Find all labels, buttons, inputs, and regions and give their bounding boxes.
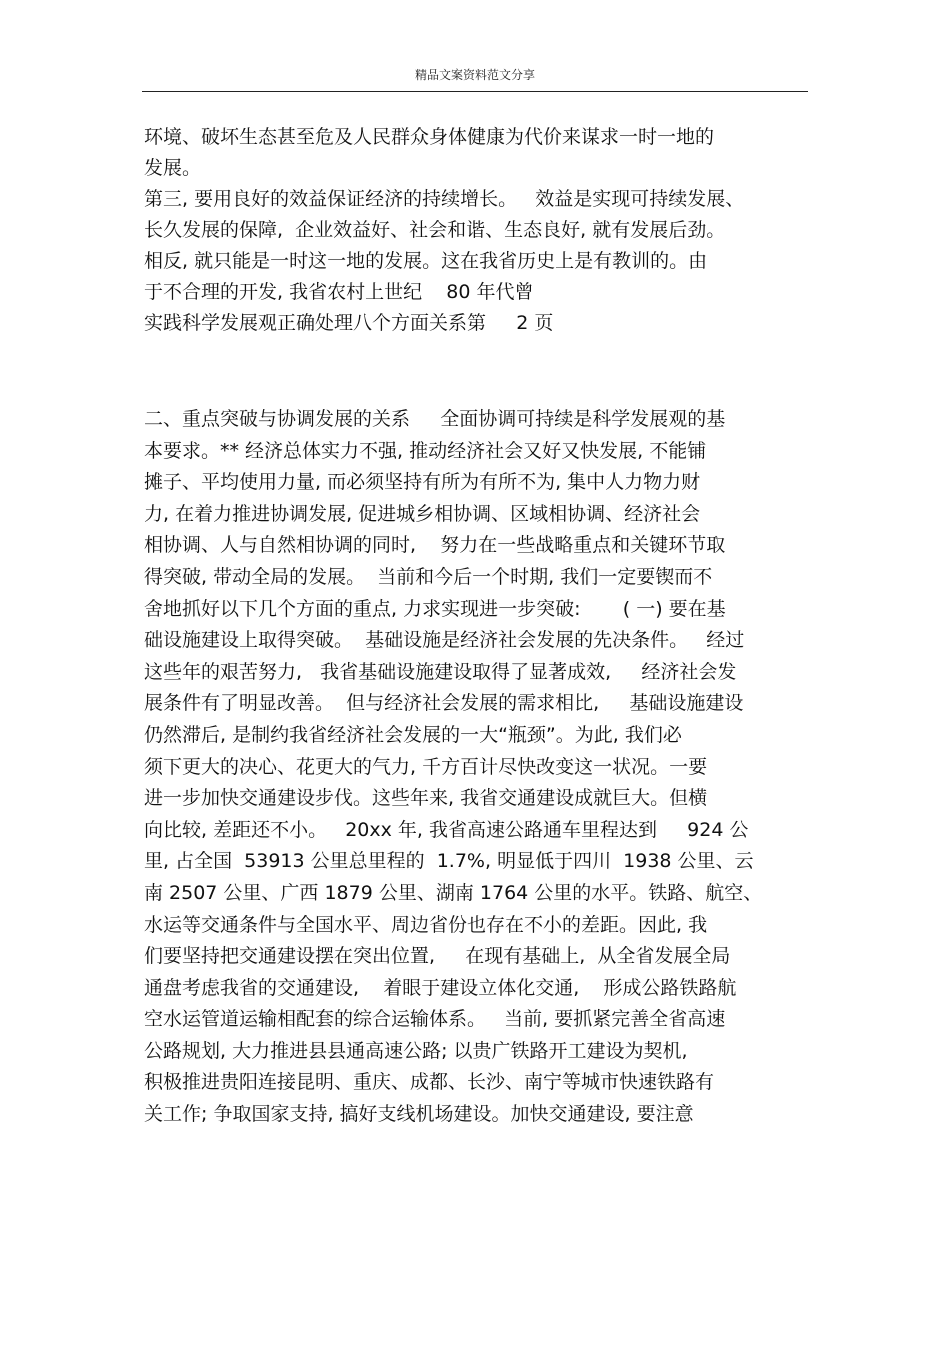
text-line: 仍然滞后, 是制约我省经济社会发展的一大“瓶颈”。为此, 我们必 — [144, 723, 682, 746]
text-line: 于不合理的开发, 我省农村上世纪 80 年代曾 — [144, 281, 534, 303]
text-line: 发展。 — [144, 157, 202, 179]
text-line: 环境、破坏生态甚至危及人民群众身体健康为代价来谋求一时一地的 — [144, 126, 715, 148]
text-line: 关工作; 争取国家支持, 搞好支线机场建设。加快交通建设, 要注意 — [144, 1103, 694, 1126]
text-line: 力, 在着力推进协调发展, 促进城乡相协调、区域相协调、经济社会 — [144, 502, 701, 525]
text-line: 积极推进贵阳连接昆明、重庆、成都、长沙、南宁等城市快速铁路有 — [144, 1071, 715, 1094]
text-line: 展条件有了明显改善。 但与经济社会发展的需求相比, 基础设施建设 — [144, 692, 744, 715]
text-line: 向比较, 差距还不小。 20xx 年, 我省高速公路通车里程达到 924 公 — [144, 818, 749, 841]
text-line: 这些年的艰苦努力, 我省基础设施建设取得了显著成效, 经济社会发 — [144, 660, 737, 683]
text-line: 里, 占全国 53913 公里总里程的 1.7%, 明显低于四川 1938 公里、云 — [144, 850, 754, 873]
text-line: 第三, 要用良好的效益保证经济的持续增长。 效益是实现可持续发展、 — [144, 188, 745, 210]
text-line: 得突破, 带动全局的发展。 当前和今后一个时期, 我们一定要锲而不 — [144, 565, 713, 588]
text-line: 相反, 就只能是一时这一地的发展。这在我省历史上是有教训的。由 — [144, 250, 708, 272]
text-line: 水运等交通条件与全国水平、周边省份也存在不小的差距。因此, 我 — [144, 913, 708, 936]
page-header: 精品文案资料范文分享 — [414, 68, 535, 82]
text-line: 南 2507 公里、广西 1879 公里、湖南 1764 公里的水平。铁路、航空、 — [144, 881, 763, 904]
text-line: 公路规划, 大力推进县县通高速公路; 以贵广铁路开工建设为契机, — [144, 1039, 688, 1062]
text-line: 摊子、平均使用力量, 而必须坚持有所为有所不为, 集中人力物力财 — [144, 471, 701, 494]
text-line: 通盘考虑我省的交通建设, 着眼于建设立体化交通, 形成公路铁路航 — [144, 976, 737, 999]
text-line: 们要坚持把交通建设摆在突出位置, 在现有基础上, 从全省发展全局 — [144, 945, 731, 968]
section-heading-line: 二、重点突破与协调发展的关系 全面协调可持续是科学发展观的基 — [144, 408, 726, 430]
text-line: 相协调、人与自然相协调的同时, 努力在一些战略重点和关键环节取 — [144, 534, 726, 557]
text-line: 空水运管道运输相配套的综合运输体系。 当前, 要抓紧完善全省高速 — [144, 1008, 726, 1031]
text-line: 础设施建设上取得突破。 基础设施是经济社会发展的先决条件。 经过 — [144, 629, 745, 652]
text-line: 长久发展的保障, 企业效益好、社会和谐、生态良好, 就有发展后劲。 — [144, 219, 726, 241]
page-reference-line: 实践科学发展观正确处理八个方面关系第 2 页 — [144, 312, 554, 334]
text-line: 本要求。** 经济总体实力不强, 推动经济社会又好又快发展, 不能铺 — [144, 439, 707, 462]
header-rule — [142, 91, 808, 92]
section-2 — [144, 404, 824, 1131]
text-line: 舍地抓好以下几个方面的重点, 力求实现进一步突破: ( 一) 要在基 — [144, 597, 726, 620]
text-line: 进一步加快交通建设步伐。这些年来, 我省交通建设成就巨大。但横 — [144, 787, 708, 810]
section-1 — [144, 122, 824, 339]
text-line: 须下更大的决心、花更大的气力, 千方百计尽快改变这一状况。一要 — [144, 755, 708, 778]
